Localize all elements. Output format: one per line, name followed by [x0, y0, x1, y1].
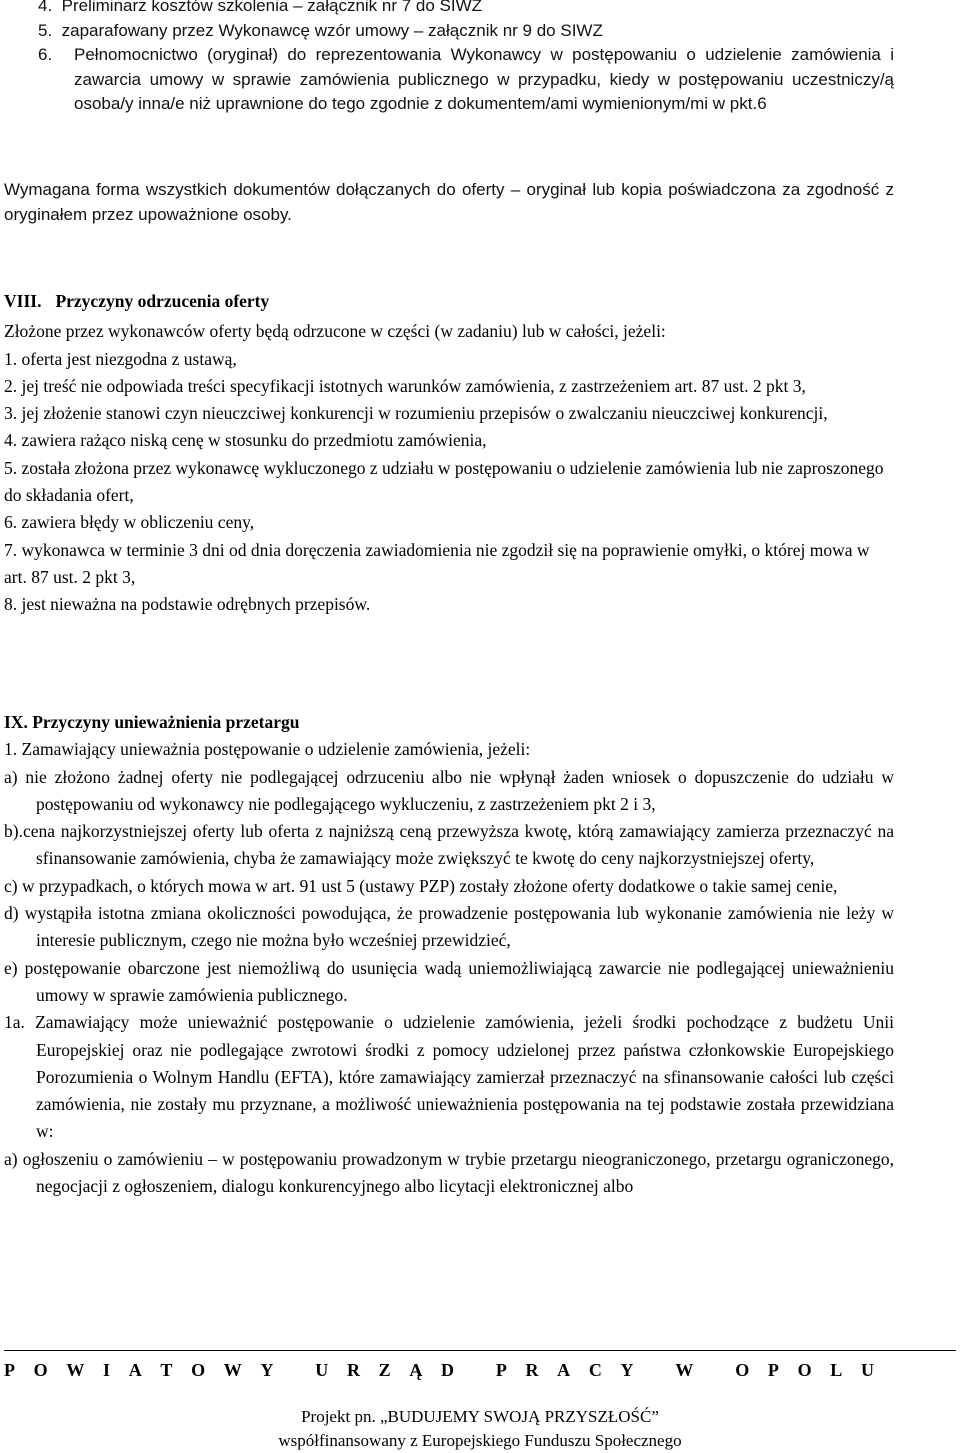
section-ix-point-1: 1. Zamawiający unieważnia postępowanie o udzielenie zamówienia, jeżeli: [4, 739, 531, 760]
footer-org-letter: Z [378, 1360, 391, 1380]
section-viii-number: VIII. [4, 291, 42, 311]
rejection-item: 8. jest nieważna na podstawie odrębnych przepisów. [4, 594, 371, 615]
footer-org-letter: O [191, 1360, 206, 1380]
form-requirement-note: Wymagana forma wszystkich dokumentów dołączanych do oferty – oryginał lub kopia poświadczona za zgodność z oryginałem przez upoważnione osoby. [4, 180, 894, 224]
footer-org-letter: T [160, 1360, 173, 1380]
footer-org-letter: R [525, 1360, 539, 1380]
footer-org-letter [652, 1358, 657, 1382]
cancel-reason-d: d) wystąpiła istotna zmiana okoliczności powodująca, że prowadzenie postępowania lub wykonanie zamówienia nie leży w interesie publicznym, czego nie można było wcześniej przewidzieć, [4, 903, 894, 951]
footer-org-letter: U [315, 1360, 329, 1380]
footer-org-letter: U [860, 1360, 874, 1380]
section-viii-heading [4, 288, 894, 315]
list-item-6: 6. Pełnomocnictwo (oryginał) do reprezentowania Wykonawcy w postępowaniu o udzielenie zamówienia i zawarcia umowy w sprawie zamówienia publicznego w przypadku, kiedy w postępowaniu uczestniczy/ą osoba/y inna/e niż uprawnione do tego zgodnie z dokumentem/ami wymienionym/mi w pkt.6 [38, 43, 894, 117]
footer-org-letter [292, 1358, 297, 1382]
rejection-item: 2. jej treść nie odpowiada treści specyfikacji istotnych warunków zamówienia, z zastrzeżeniem art. 87 ust. 2 pkt 3, [4, 375, 806, 396]
cancel-reason-e: e) postępowanie obarczone jest niemożliwą do usunięcia wadą uniemożliwiającą zawarcie nie podlegającej unieważnieniu umowy w sprawie zamówienia publicznego. [4, 957, 894, 1005]
rejection-item: 6. zawiera błędy w obliczeniu ceny, [4, 512, 255, 533]
footer-org-letter: A [557, 1360, 571, 1380]
footer-org-letter: P [495, 1360, 507, 1380]
rejection-item: 3. jej złożenie stanowi czyn nieuczciwej konkurencji w rozumieniu przepisów o zwalczaniu nieuczciwej konkurencji, [4, 403, 828, 424]
footer-divider [4, 1350, 956, 1351]
footer-org-letter: W [66, 1360, 85, 1380]
list-item-6-text: Pełnomocnictwo (oryginał) do reprezentowania Wykonawcy w postępowaniu o udzielenie zamówienia i zawarcia umowy w sprawie zamówienia publicznego w przypadku, kiedy w postępowaniu uczestniczy/ą osoba/y inna/e niż uprawnione do tego zgodnie z dokumentem/ami wymienionym/mi w pkt.6 [74, 45, 894, 113]
list-item-4: 4. Preliminarz kosztów szkolenia – załącznik nr 7 do SIWZ [38, 0, 483, 15]
footer-org-letter: W [223, 1360, 242, 1380]
footer-org-letter: D [440, 1360, 454, 1380]
footer-org-letter: O [797, 1360, 812, 1380]
footer-org-letter: P [4, 1360, 15, 1380]
project-name: Projekt pn. „BUDUJEMY SWOJĄ PRZYSZŁOŚĆ” [301, 1407, 659, 1426]
footer-org-letter: W [675, 1360, 694, 1380]
footer-org-letter: Y [260, 1360, 274, 1380]
footer-org-letter [473, 1358, 478, 1382]
footer-org-letter: O [33, 1360, 48, 1380]
cancel-reason-c: c) w przypadkach, o których mowa w art. 91 ust 5 (ustawy PZP) zostały złożone oferty dodatkowe o takie samej cenie, [4, 875, 838, 896]
cancel-reason-a: a) nie złożono żadnej oferty nie podlegającej odrzuceniu albo nie wpłynął żaden wniosek o dopuszczenie do udziału w postępowaniu od wykonawcy nie podlegającego wykluczeniu, z zastrzeżeniem pkt 2 i 3, [4, 766, 894, 814]
footer-org-letter: R [346, 1360, 360, 1380]
footer-org-letter: Ą [409, 1360, 423, 1380]
section-ix [4, 709, 894, 1200]
footer-org-letter: C [588, 1360, 602, 1380]
footer-org-letter: L [830, 1360, 843, 1380]
footer-org-letter: I [103, 1360, 111, 1380]
attachments-list [38, 0, 894, 117]
rejection-item: 1. oferta jest niezgodna z ustawą, [4, 348, 237, 369]
footer-org-letter: P [767, 1360, 779, 1380]
footer-org-letter: Y [620, 1360, 634, 1380]
list-item-5: 5. zaparafowany przez Wykonawcę wzór umowy – załącznik nr 9 do SIWZ [38, 20, 603, 40]
section-ix-title: IX. Przyczyny unieważnienia przetargu [4, 712, 300, 732]
footer-org-letter [712, 1358, 717, 1382]
rejection-item: 4. zawiera rażąco niską cenę w stosunku do przedmiotu zamówienia, [4, 430, 487, 451]
section-ix-point-1a: 1a. Zamawiający może unieważnić postępowanie o udzielenie zamówienia, jeżeli środki pochodzące z budżetu Unii Europejskiej oraz nie podlegające zwrotowi środki z pomocy udzielonej przez państwa członkowskie Europejskiego Porozumienia o Wolnym Handlu (EFTA), które zamawiający zamierzał przeznaczyć na sfinansowanie całości lub części zamówienia, nie zostały mu przyznane, a możliwość unieważnienia postępowania na tej podstawie została przewidziana w: [4, 1012, 894, 1142]
footer-org-letter: O [735, 1360, 750, 1380]
cofinancing-note: współfinansowany z Europejskiego Funduszu Społecznego [278, 1431, 682, 1450]
footer-org-letter: A [128, 1360, 142, 1380]
footer-project [0, 1405, 960, 1453]
rejection-item: 7. wykonawca w terminie 3 dni od dnia doręczenia zawiadomienia nie zgodził się na poprawienie omyłki, o której mowa w art. 87 ust. 2 pkt 3, [4, 539, 870, 587]
section-viii [4, 288, 894, 619]
cancel-reason-b: b).cena najkorzystniejszej oferty lub oferta z najniższą ceną przewyższa kwotę, którą zamawiający zamierza przeznaczyć na sfinansowanie zamówienia, chyba że zamawiający może zwiększyć te kwotę do ceny najkorzystniejszej oferty, [4, 821, 894, 869]
rejection-item: 5. została złożona przez wykonawcę wykluczonego z udziału w postępowaniu o udzielenie zamówienia lub nie zaproszonego do składania ofert, [4, 457, 884, 506]
footer-organization [4, 1358, 874, 1382]
cancel-basis-a: a) ogłoszeniu o zamówieniu – w postępowaniu prowadzonym w trybie przetargu nieograniczonego, przetargu ograniczonego, negocjacji z ogłoszeniem, dialogu konkurencyjnego albo licytacji elektronicznej albo [4, 1148, 894, 1197]
section-viii-title: Przyczyny odrzucenia oferty [55, 291, 270, 311]
section-viii-intro: Złożone przez wykonawców oferty będą odrzucone w części (w zadaniu) lub w całości, jeżeli: [4, 321, 666, 342]
